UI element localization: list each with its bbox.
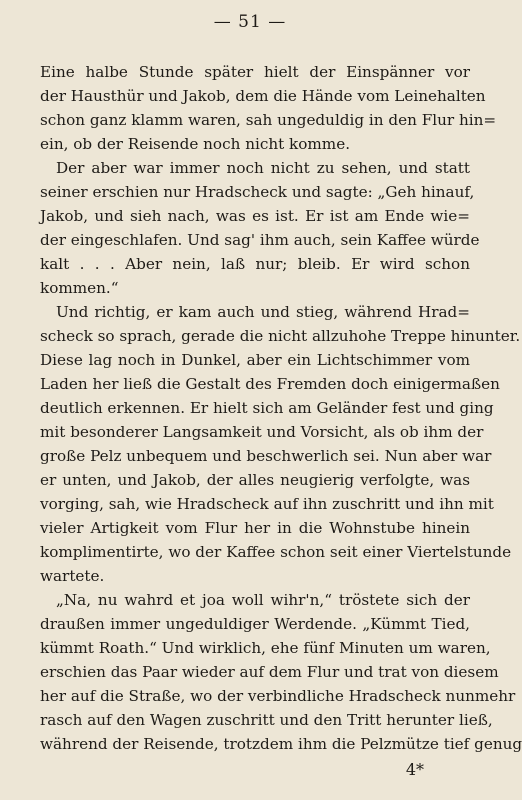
text-line: wartete.: [40, 567, 105, 585]
text-line: scheck so sprach, gerade die nicht allzuhohe Treppe hinunter.: [40, 327, 521, 345]
text-line: kümmt Roath.“ Und wirklich, ehe fünf Minuten um waren,: [40, 639, 491, 657]
text-line: „Na, nu wahrd et joa woll wihr'n,“ tröstete sich der: [56, 591, 470, 609]
text-line: er unten, und Jakob, der alles neugierig verfolgte, was: [40, 471, 470, 489]
text-line: Jakob, und sieh nach, was es ist. Er ist am Ende wie=: [40, 207, 470, 225]
text-line: vieler Artigkeit vom Flur her in die Wohnstube hinein: [40, 519, 470, 537]
text-line: draußen immer ungeduldiger Werdende. „Kümmt Tied,: [40, 615, 470, 633]
text-line: Diese lag noch in Dunkel, aber ein Lichtschimmer vom: [40, 351, 470, 369]
text-line: Und richtig, er kam auch und stieg, während Hrad=: [56, 303, 470, 321]
text-line: mit besonderer Langsamkeit und Vorsicht, als ob ihm der: [40, 423, 484, 441]
text-line: Der aber war immer noch nicht zu sehen, und statt: [56, 159, 470, 177]
text-line: deutlich erkennen. Er hielt sich am Geländer fest und ging: [40, 399, 494, 417]
text-line: Laden her ließ die Gestalt des Fremden doch einigermaßen: [40, 375, 500, 393]
signature-mark: 4*: [405, 760, 424, 779]
text-line: kommen.“: [40, 279, 119, 297]
text-line: während der Reisende, trotzdem ihm die Pelzmütze tief genug: [40, 735, 522, 753]
text-line: der Hausthür und Jakob, dem die Hände vom Leinehalten: [40, 87, 486, 105]
text-line: große Pelz unbequem und beschwerlich sei. Nun aber war: [40, 447, 492, 465]
text-line: schon ganz klamm waren, sah ungeduldig in den Flur hin=: [40, 111, 497, 129]
text-line: Eine halbe Stunde später hielt der Einspänner vor: [40, 63, 470, 81]
text-line: kalt . . . Aber nein, laß nur; bleib. Er wird schon: [40, 255, 470, 273]
text-line: erschien das Paar wieder auf dem Flur und trat von diesem: [40, 663, 499, 681]
text-line: komplimentirte, wo der Kaffee schon seit einer Viertelstunde: [40, 543, 512, 561]
text-line: vorging, sah, wie Hradscheck auf ihn zuschritt und ihn mit: [40, 495, 494, 513]
page-number: — 51 —: [213, 12, 287, 32]
text-line: her auf die Straße, wo der verbindliche Hradscheck nunmehr: [40, 687, 516, 705]
text-line: seiner erschien nur Hradscheck und sagte: „Geh hinauf,: [40, 183, 475, 201]
text-line: ein, ob der Reisende noch nicht komme.: [40, 135, 351, 153]
text-line: der eingeschlafen. Und sag' ihm auch, sein Kaffee würde: [40, 231, 480, 249]
body-text: [40, 60, 522, 756]
text-line: rasch auf den Wagen zuschritt und den Tritt herunter ließ,: [40, 711, 493, 729]
